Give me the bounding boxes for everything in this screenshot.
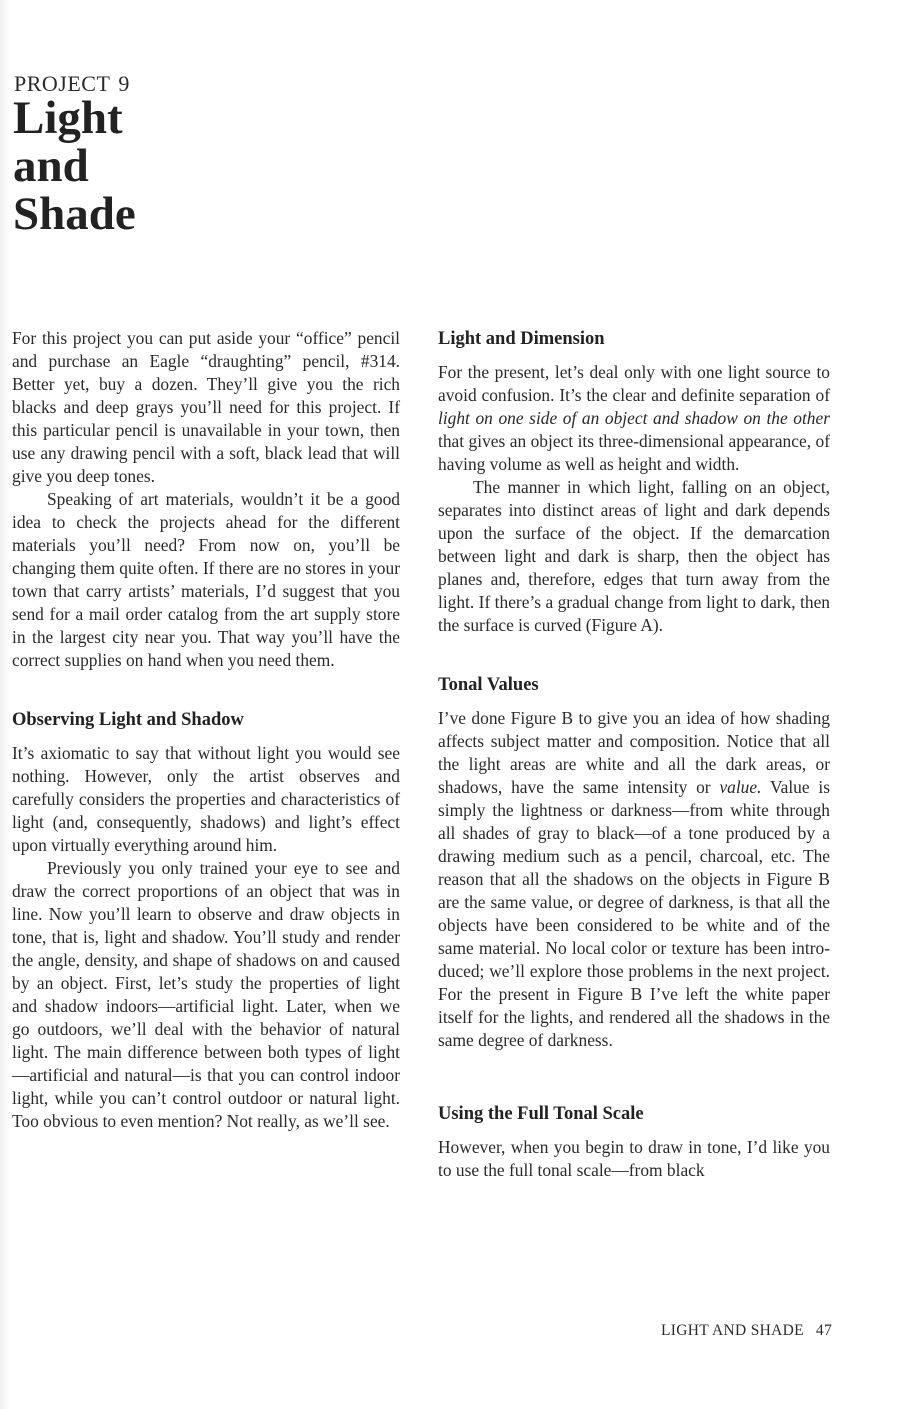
observing-paragraph-2: Previously you only trained your eye to see and draw the correct proportions of an object that was in line. Now you’ll learn to observe and draw objects in tone, that is, light and shadow. You’ll study and render the angle, density, and shape of shadows on and caused by an object. First, let’s study the properties of light and shadow indoors—artificial light. Later, when we go outdoors, we’ll deal with the behavior of natural light. The main difference between both types of light—artificial and natural—is that you can control indoor light, while you can’t control outdoor or natural light. Too obvious to even mention? Not really, as we’ll see. <box>12 858 400 1131</box>
page-number: 47 <box>815 1322 832 1339</box>
dimension-p1-text-after: that gives an object its three-dimensional appearance, of having volume as well as height and width. <box>438 431 830 474</box>
tonal-p1-emphasis: value. <box>719 777 762 797</box>
full-scale-paragraph-1: However, when you begin to draw in tone, I’d like you to use the full tonal scale—from black <box>438 1137 830 1180</box>
tonal-p1-text-after: Value is simply the lightness or darkness—from white through all shades of gray to black—of a tone produced by a drawing medium such as a pencil, charcoal, etc. The reason that all the shadows on the objects in Figure B are the same value, or degree of darkness, is that all the objects have been considered to be white and of the same material. No local color or texture has been introduced; we’ll explore those problems in the next project. For the present in Figure B I’ve left the white paper itself for the lights, and rendered all the shadows in the same degree of darkness. <box>438 777 830 1050</box>
tonal-paragraph-1 <box>438 707 830 1052</box>
section-heading-dimension: Light and Dimension <box>438 329 605 349</box>
intro-paragraph-1: For this project you can put aside your “office” pencil and purchase an Eagle “draughting” pencil, #314. Better yet, buy a dozen. They’ll give you the rich blacks and deep grays you’ll need for this project. If this particular pencil is unavailable in your town, then use any drawing pencil with a soft, black lead that will give you deep tones. <box>12 328 400 486</box>
page-gutter-shadow <box>0 0 10 1409</box>
section-heading-full-tonal-scale: Using the Full Tonal Scale <box>438 1104 644 1124</box>
left-column <box>12 327 400 1133</box>
dimension-paragraph-1 <box>438 361 830 476</box>
running-head: LIGHT AND SHADE <box>661 1322 804 1339</box>
title-line-1: Light <box>13 92 123 144</box>
project-label-text: PROJECT <box>14 71 111 96</box>
dimension-p1-emphasis: light on one side of an object and shadow on the other <box>438 408 830 428</box>
dimension-paragraph-2: The manner in which light, falling on an object, separates into distinct areas of light and dark depends upon the surface of the object. If the demarcation between light and dark is sharp, then the object has planes and, therefore, edges that turn away from the light. If there’s a gradual change from light to dark, then the surface is curved (Figure A). <box>438 477 830 635</box>
page-title <box>13 94 136 238</box>
title-line-2: and <box>13 140 89 192</box>
running-footer <box>661 1322 832 1340</box>
title-line-3: Shade <box>13 188 136 240</box>
section-heading-observing: Observing Light and Shadow <box>12 710 244 730</box>
observing-paragraph-1: It’s axiomatic to say that without light you would see nothing. However, only the artist observes and carefully considers the properties and characteristics of light (and, consequently, shadows) and light’s effect upon virtually everything around him. <box>12 743 400 855</box>
dimension-p1-text-before: For the present, let’s deal only with one light source to avoid confusion. It’s the clear and definite separation of <box>438 362 830 405</box>
right-column <box>438 327 830 1182</box>
tonal-p1-text-before: I’ve done Figure B to give you an idea of how shading affects subject matter and composition. Notice that all the light areas are white and all the dark areas, or shadows, have the same intensity or <box>438 708 830 797</box>
section-heading-tonal-values: Tonal Values <box>438 675 539 695</box>
intro-paragraph-2: Speaking of art materials, wouldn’t it be a good idea to check the projects ahead for the different materials you’ll need? From now on, you’ll be changing them quite often. If there are no stores in your town that carry artists’ materials, I’d suggest that you send for a mail order catalog from the art supply store in the largest city near you. That way you’ll have the correct supplies on hand when you need them. <box>12 489 400 670</box>
project-number: 9 <box>118 71 130 96</box>
